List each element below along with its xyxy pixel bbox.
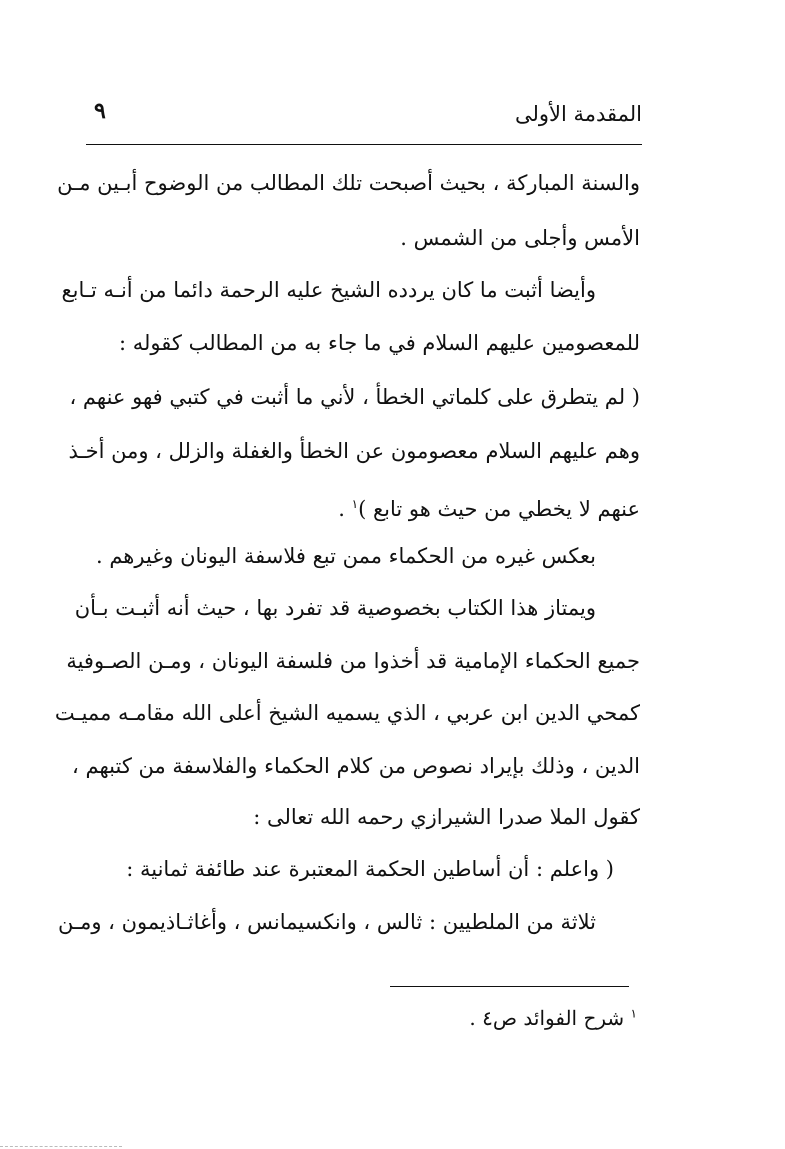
- footnote-text: شرح الفوائد ص٤ .: [469, 1006, 625, 1030]
- chapter-title: المقدمة الأولى: [514, 102, 642, 126]
- text-line: [88, 484, 640, 524]
- quote-end: عنهم لا يخطي من حيث هو تابع ): [358, 497, 640, 521]
- footnote-marker: ١: [630, 1006, 637, 1021]
- text-line: ( واعلم : أن أساطين الحكمة المعتبرة عند طائفة ثمانية :: [126, 857, 614, 881]
- text-line: كمحي الدين ابن عربي ، الذي يسميه الشيخ أعلى الله مقامـه مميـت: [54, 701, 640, 725]
- footnote-reference: ١: [351, 497, 359, 511]
- page-number: ٩: [94, 98, 106, 124]
- text-line: وأيضا أثبت ما كان يردده الشيخ عليه الرحمة دائما من أنـه تـابع: [61, 278, 596, 302]
- text-line: ويمتاز هذا الكتاب بخصوصية قد تفرد بها ، حيث أنه أثبـت بـأن: [74, 596, 596, 620]
- text-line: ( لم يتطرق على كلماتي الخطأ ، لأني ما أثبت في كتبي فهو عنهم ،: [69, 385, 640, 409]
- text-line: كقول الملا صدرا الشيرازي رحمه الله تعالى :: [253, 805, 640, 829]
- page-header: [86, 98, 642, 138]
- scan-edge-mark: [0, 1146, 122, 1147]
- footnote-rule: [390, 986, 629, 987]
- text-line: ثلاثة من الملطيين : ثالس ، وانكسيمانس ، وأغاثـاذيمون ، ومـن: [57, 910, 596, 934]
- text-line: جميع الحكماء الإمامية قد أخذوا من فلسفة اليونان ، ومـن الصـوفية: [66, 649, 640, 673]
- text-line: للمعصومين عليهم السلام في ما جاء به من المطالب كقوله :: [119, 331, 640, 355]
- line-end-punct: .: [338, 497, 352, 521]
- text-line: وهم عليهم السلام معصومون عن الخطأ والغفلة والزلل ، ومن أخـذ: [68, 439, 640, 463]
- text-line: الأمس وأجلى من الشمس .: [400, 226, 640, 250]
- text-line: بعكس غيره من الحكماء ممن تبع فلاسفة اليونان وغيرهم .: [95, 544, 596, 568]
- header-rule: [86, 144, 642, 145]
- footnote: [469, 1006, 637, 1030]
- text-line: الدين ، وذلك بإيراد نصوص من كلام الحكماء والفلاسفة من كتبهم ،: [72, 754, 640, 778]
- text-line: والسنة المباركة ، بحيث أصبحت تلك المطالب من الوضوح أبـين مـن: [57, 171, 640, 195]
